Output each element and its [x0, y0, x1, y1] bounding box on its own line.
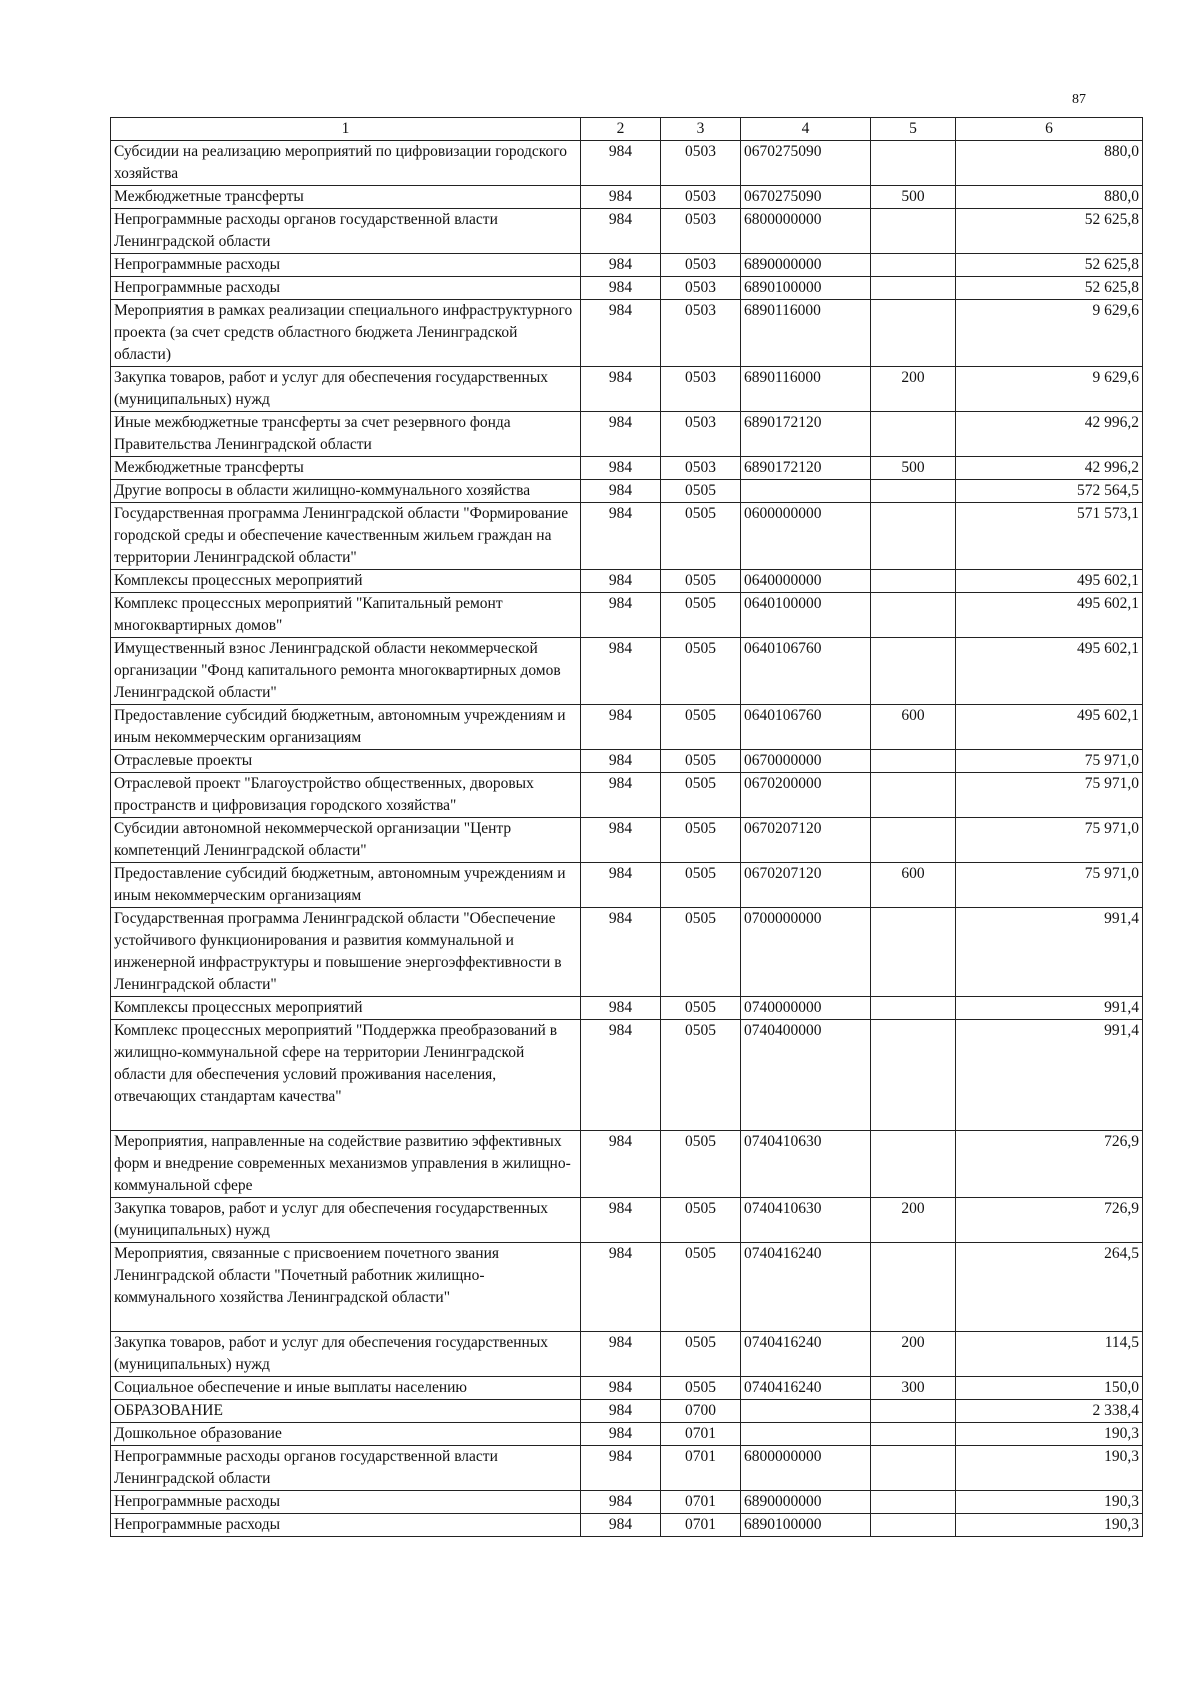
row-vedom: 984 [581, 1446, 661, 1491]
row-name: Мероприятия, направленные на содействие развитию эффективных форм и внедрение современных механизмов управления в жилищно-коммунальной сфере [111, 1131, 581, 1198]
table-body [111, 141, 1143, 1537]
row-vid [871, 141, 956, 186]
row-vid [871, 1131, 956, 1198]
row-name: ОБРАЗОВАНИЕ [111, 1400, 581, 1423]
row-vedom: 984 [581, 1491, 661, 1514]
row-csr: 0740400000 [741, 1020, 871, 1131]
row-sum: 991,4 [956, 1020, 1143, 1131]
row-razdel: 0503 [661, 141, 741, 186]
row-name: Непрограммные расходы [111, 1514, 581, 1537]
row-name: Мероприятия, связанные с присвоением почетного звания Ленинградской области "Почетный работник жилищно-коммунального хозяйства Ленинградской области" [111, 1243, 581, 1332]
table-row [111, 863, 1143, 908]
row-sum: 495 602,1 [956, 570, 1143, 593]
row-vedom: 984 [581, 503, 661, 570]
row-vedom: 984 [581, 997, 661, 1020]
row-razdel: 0701 [661, 1514, 741, 1537]
row-name: Субсидии автономной некоммерческой организации "Центр компетенций Ленинградской области" [111, 818, 581, 863]
row-csr: 0670275090 [741, 141, 871, 186]
row-razdel: 0503 [661, 186, 741, 209]
row-razdel: 0701 [661, 1491, 741, 1514]
row-razdel: 0505 [661, 750, 741, 773]
row-vid: 200 [871, 1198, 956, 1243]
row-vedom: 984 [581, 1377, 661, 1400]
row-vedom: 984 [581, 593, 661, 638]
row-name: Отраслевой проект "Благоустройство общественных, дворовых пространств и цифровизация городского хозяйства" [111, 773, 581, 818]
row-sum: 726,9 [956, 1198, 1143, 1243]
table-row [111, 186, 1143, 209]
row-name: Комплекс процессных мероприятий "Поддержка преобразований в жилищно-коммунальной сфере на территории Ленинградской области для обеспечения условий проживания населения, отвечающих стандартам качества" [111, 1020, 581, 1131]
row-sum: 52 625,8 [956, 277, 1143, 300]
row-vid [871, 503, 956, 570]
table-row [111, 254, 1143, 277]
row-sum: 880,0 [956, 141, 1143, 186]
row-csr [741, 1423, 871, 1446]
page-number: 87 [1072, 92, 1086, 107]
row-name: Межбюджетные трансферты [111, 186, 581, 209]
table-row [111, 1400, 1143, 1423]
row-razdel: 0505 [661, 1377, 741, 1400]
row-sum: 42 996,2 [956, 457, 1143, 480]
table-row [111, 300, 1143, 367]
row-sum: 571 573,1 [956, 503, 1143, 570]
row-vedom: 984 [581, 818, 661, 863]
row-vedom: 984 [581, 300, 661, 367]
header-row [111, 118, 1143, 141]
table-row [111, 593, 1143, 638]
row-razdel: 0701 [661, 1423, 741, 1446]
table-row [111, 141, 1143, 186]
table-row [111, 1020, 1143, 1131]
row-csr: 0700000000 [741, 908, 871, 997]
row-name: Непрограммные расходы органов государственной власти Ленинградской области [111, 1446, 581, 1491]
row-csr: 0600000000 [741, 503, 871, 570]
row-name: Предоставление субсидий бюджетным, автономным учреждениям и иным некоммерческим организациям [111, 705, 581, 750]
row-vedom: 984 [581, 1198, 661, 1243]
row-vid: 500 [871, 186, 956, 209]
row-vedom: 984 [581, 277, 661, 300]
row-razdel: 0505 [661, 773, 741, 818]
table-row [111, 503, 1143, 570]
row-razdel: 0505 [661, 638, 741, 705]
row-csr: 0740416240 [741, 1332, 871, 1377]
row-name: Государственная программа Ленинградской области "Формирование городской среды и обеспечение качественным жильем граждан на территории Ленинградской области" [111, 503, 581, 570]
row-csr: 6890116000 [741, 367, 871, 412]
row-razdel: 0503 [661, 254, 741, 277]
row-sum: 190,3 [956, 1423, 1143, 1446]
header-col-2: 2 [581, 118, 661, 141]
row-csr: 0740410630 [741, 1198, 871, 1243]
row-name: Отраслевые проекты [111, 750, 581, 773]
row-csr: 0740416240 [741, 1377, 871, 1400]
row-name: Закупка товаров, работ и услуг для обеспечения государственных (муниципальных) нужд [111, 1332, 581, 1377]
row-name: Социальное обеспечение и иные выплаты населению [111, 1377, 581, 1400]
row-name: Непрограммные расходы [111, 254, 581, 277]
row-csr: 0670207120 [741, 818, 871, 863]
table-row [111, 1491, 1143, 1514]
row-vedom: 984 [581, 412, 661, 457]
row-razdel: 0505 [661, 863, 741, 908]
row-name: Дошкольное образование [111, 1423, 581, 1446]
row-razdel: 0505 [661, 1131, 741, 1198]
row-name: Другие вопросы в области жилищно-коммунального хозяйства [111, 480, 581, 503]
row-name: Мероприятия в рамках реализации специального инфраструктурного проекта (за счет средств областного бюджета Ленинградской области) [111, 300, 581, 367]
row-vedom: 984 [581, 773, 661, 818]
row-sum: 42 996,2 [956, 412, 1143, 457]
row-vedom: 984 [581, 570, 661, 593]
row-csr: 0640000000 [741, 570, 871, 593]
table-row [111, 570, 1143, 593]
table-row [111, 1131, 1143, 1198]
row-vid [871, 480, 956, 503]
row-name: Имущественный взнос Ленинградской области некоммерческой организации "Фонд капитального ремонта многоквартирных домов Ленинградской области" [111, 638, 581, 705]
row-csr: 6800000000 [741, 1446, 871, 1491]
row-csr: 6890000000 [741, 254, 871, 277]
table-row [111, 480, 1143, 503]
row-sum: 495 602,1 [956, 638, 1143, 705]
row-vid: 600 [871, 863, 956, 908]
row-sum: 991,4 [956, 908, 1143, 997]
row-vid [871, 908, 956, 997]
table-row [111, 1198, 1143, 1243]
row-vid: 200 [871, 1332, 956, 1377]
row-razdel: 0505 [661, 503, 741, 570]
row-sum: 991,4 [956, 997, 1143, 1020]
row-vedom: 984 [581, 1020, 661, 1131]
row-vedom: 984 [581, 1514, 661, 1537]
row-razdel: 0503 [661, 457, 741, 480]
row-vedom: 984 [581, 367, 661, 412]
row-vid [871, 750, 956, 773]
row-csr: 6800000000 [741, 209, 871, 254]
row-razdel: 0700 [661, 1400, 741, 1423]
table-row [111, 1446, 1143, 1491]
row-vid [871, 818, 956, 863]
table-row [111, 818, 1143, 863]
row-csr: 6890172120 [741, 457, 871, 480]
row-vedom: 984 [581, 141, 661, 186]
row-csr: 0640106760 [741, 705, 871, 750]
row-name: Непрограммные расходы [111, 277, 581, 300]
row-vedom: 984 [581, 1332, 661, 1377]
row-vid [871, 593, 956, 638]
row-razdel: 0505 [661, 1243, 741, 1332]
row-razdel: 0503 [661, 209, 741, 254]
row-vedom: 984 [581, 457, 661, 480]
row-vid: 500 [871, 457, 956, 480]
row-sum: 190,3 [956, 1446, 1143, 1491]
row-name: Непрограммные расходы [111, 1491, 581, 1514]
row-csr [741, 480, 871, 503]
row-sum: 190,3 [956, 1491, 1143, 1514]
row-sum: 2 338,4 [956, 1400, 1143, 1423]
row-name: Комплекс процессных мероприятий "Капитальный ремонт многоквартирных домов" [111, 593, 581, 638]
row-razdel: 0503 [661, 277, 741, 300]
row-vedom: 984 [581, 1400, 661, 1423]
row-name: Предоставление субсидий бюджетным, автономным учреждениям и иным некоммерческим организациям [111, 863, 581, 908]
row-vedom: 984 [581, 1243, 661, 1332]
row-razdel: 0503 [661, 367, 741, 412]
row-vid [871, 1020, 956, 1131]
table-row [111, 1332, 1143, 1377]
table-row [111, 1514, 1143, 1537]
row-vid [871, 997, 956, 1020]
row-sum: 75 971,0 [956, 773, 1143, 818]
row-vid [871, 1514, 956, 1537]
row-vid [871, 1243, 956, 1332]
row-vedom: 984 [581, 254, 661, 277]
row-razdel: 0505 [661, 480, 741, 503]
row-sum: 52 625,8 [956, 254, 1143, 277]
row-csr: 0740000000 [741, 997, 871, 1020]
row-name: Комплексы процессных мероприятий [111, 570, 581, 593]
row-csr: 0670207120 [741, 863, 871, 908]
row-name: Непрограммные расходы органов государственной власти Ленинградской области [111, 209, 581, 254]
row-vedom: 984 [581, 1423, 661, 1446]
row-vid: 600 [871, 705, 956, 750]
row-name: Субсидии на реализацию мероприятий по цифровизации городского хозяйства [111, 141, 581, 186]
row-csr: 6890100000 [741, 1514, 871, 1537]
row-sum: 150,0 [956, 1377, 1143, 1400]
row-vedom: 984 [581, 209, 661, 254]
row-vid [871, 254, 956, 277]
row-csr: 0740416240 [741, 1243, 871, 1332]
row-vid [871, 1400, 956, 1423]
row-sum: 726,9 [956, 1131, 1143, 1198]
row-razdel: 0505 [661, 705, 741, 750]
row-csr: 6890172120 [741, 412, 871, 457]
row-vedom: 984 [581, 186, 661, 209]
table-row [111, 1243, 1143, 1332]
header-col-6: 6 [956, 118, 1143, 141]
header-col-3: 3 [661, 118, 741, 141]
row-name: Государственная программа Ленинградской области "Обеспечение устойчивого функционирования и развития коммунальной и инженерной инфраструктуры и повышение энергоэффективности в Ленинградской области" [111, 908, 581, 997]
table-row [111, 367, 1143, 412]
row-sum: 495 602,1 [956, 705, 1143, 750]
row-razdel: 0505 [661, 997, 741, 1020]
row-vid [871, 1423, 956, 1446]
row-sum: 9 629,6 [956, 367, 1143, 412]
table-row [111, 457, 1143, 480]
header-col-4: 4 [741, 118, 871, 141]
row-sum: 190,3 [956, 1514, 1143, 1537]
row-vid [871, 638, 956, 705]
row-sum: 572 564,5 [956, 480, 1143, 503]
row-name: Закупка товаров, работ и услуг для обеспечения государственных (муниципальных) нужд [111, 367, 581, 412]
row-razdel: 0503 [661, 412, 741, 457]
row-razdel: 0505 [661, 593, 741, 638]
row-sum: 52 625,8 [956, 209, 1143, 254]
row-vid [871, 209, 956, 254]
row-vedom: 984 [581, 480, 661, 503]
row-razdel: 0701 [661, 1446, 741, 1491]
row-sum: 880,0 [956, 186, 1143, 209]
row-name: Межбюджетные трансферты [111, 457, 581, 480]
row-name: Иные межбюджетные трансферты за счет резервного фонда Правительства Ленинградской области [111, 412, 581, 457]
row-razdel: 0503 [661, 300, 741, 367]
row-sum: 114,5 [956, 1332, 1143, 1377]
row-sum: 75 971,0 [956, 863, 1143, 908]
row-csr: 6890116000 [741, 300, 871, 367]
row-csr: 0640100000 [741, 593, 871, 638]
row-razdel: 0505 [661, 818, 741, 863]
row-vid [871, 773, 956, 818]
row-vid [871, 1446, 956, 1491]
row-vedom: 984 [581, 1131, 661, 1198]
row-csr [741, 1400, 871, 1423]
table-row [111, 705, 1143, 750]
table-row [111, 908, 1143, 997]
row-razdel: 0505 [661, 1198, 741, 1243]
row-vedom: 984 [581, 705, 661, 750]
row-razdel: 0505 [661, 570, 741, 593]
table-row [111, 1423, 1143, 1446]
row-vid: 200 [871, 367, 956, 412]
row-vid [871, 570, 956, 593]
row-sum: 9 629,6 [956, 300, 1143, 367]
row-csr: 0640106760 [741, 638, 871, 705]
row-csr: 0740410630 [741, 1131, 871, 1198]
table-row [111, 1377, 1143, 1400]
table-row [111, 277, 1143, 300]
table-row [111, 750, 1143, 773]
row-vid [871, 277, 956, 300]
row-csr: 0670275090 [741, 186, 871, 209]
row-vedom: 984 [581, 908, 661, 997]
table-row [111, 412, 1143, 457]
row-razdel: 0505 [661, 908, 741, 997]
row-vedom: 984 [581, 638, 661, 705]
row-vid [871, 412, 956, 457]
row-name: Комплексы процессных мероприятий [111, 997, 581, 1020]
row-csr: 0670200000 [741, 773, 871, 818]
row-csr: 6890100000 [741, 277, 871, 300]
row-sum: 495 602,1 [956, 593, 1143, 638]
header-col-5: 5 [871, 118, 956, 141]
row-razdel: 0505 [661, 1020, 741, 1131]
table-row [111, 638, 1143, 705]
table-row [111, 773, 1143, 818]
row-vid [871, 300, 956, 367]
row-name: Закупка товаров, работ и услуг для обеспечения государственных (муниципальных) нужд [111, 1198, 581, 1243]
row-csr: 6890000000 [741, 1491, 871, 1514]
table-row [111, 997, 1143, 1020]
table-row [111, 209, 1143, 254]
row-vid: 300 [871, 1377, 956, 1400]
table-header [111, 118, 1143, 141]
row-vedom: 984 [581, 750, 661, 773]
row-sum: 264,5 [956, 1243, 1143, 1332]
row-vedom: 984 [581, 863, 661, 908]
row-csr: 0670000000 [741, 750, 871, 773]
row-sum: 75 971,0 [956, 750, 1143, 773]
row-vid [871, 1491, 956, 1514]
row-razdel: 0505 [661, 1332, 741, 1377]
row-sum: 75 971,0 [956, 818, 1143, 863]
header-col-1: 1 [111, 118, 581, 141]
budget-table [110, 117, 1143, 1537]
